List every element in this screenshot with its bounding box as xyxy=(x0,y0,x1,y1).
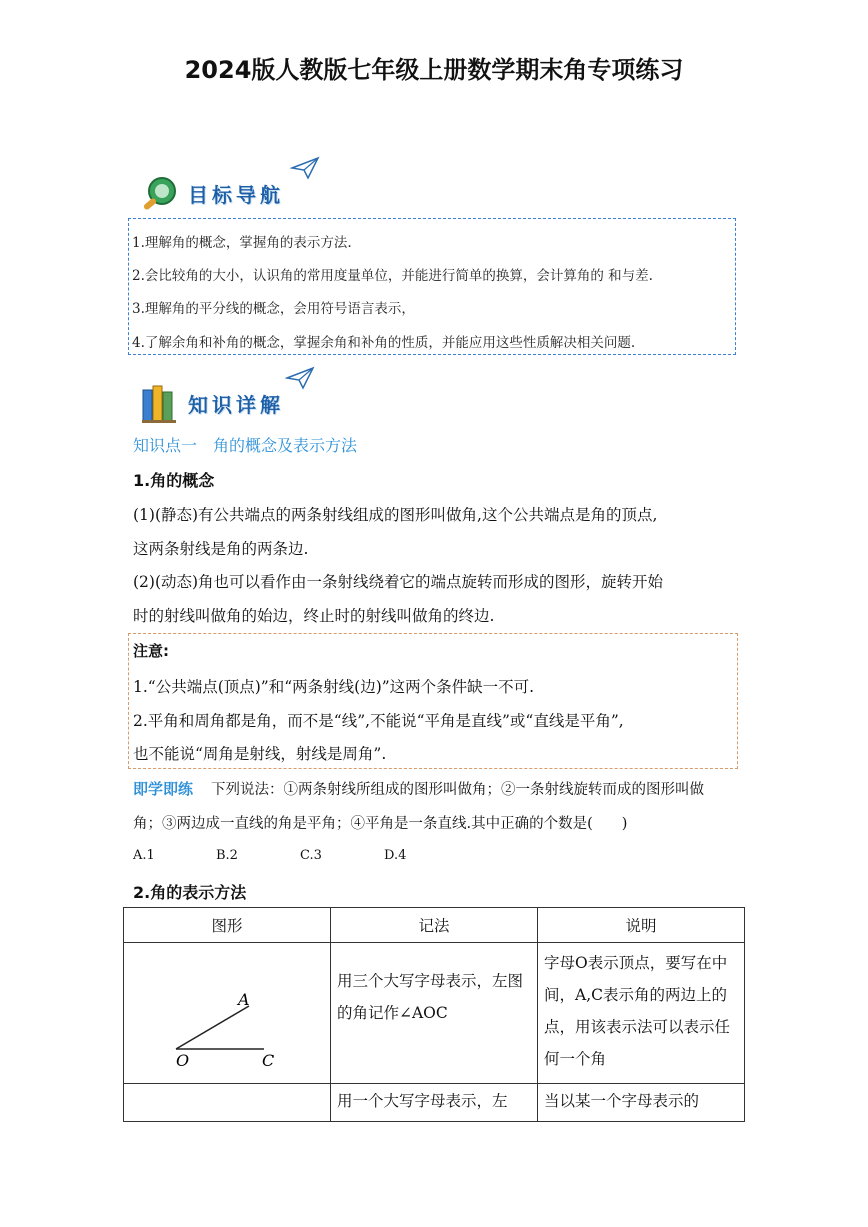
concept-line-1: (1)(静态)有公共端点的两条射线组成的图形叫做角,这个公共端点是角的顶点, xyxy=(133,506,658,524)
concept-heading: 1.角的概念 xyxy=(133,471,215,490)
concept-line-4: 时的射线叫做角的始边，终止时的射线叫做角的终边. xyxy=(133,607,495,625)
label-c: C xyxy=(262,1051,275,1070)
note-title: 注意: xyxy=(133,642,169,660)
document-title: 2024版人教版七年级上册数学期末角专项练习 xyxy=(184,56,684,84)
goal-item-1: 1.理解角的概念，掌握角的表示方法. xyxy=(132,235,352,251)
choice-b[interactable]: B.2 xyxy=(216,848,238,863)
notation-text: 用三个大写字母表示，左图的角记作∠AOC xyxy=(337,972,524,1022)
goals-banner-title: 目标导航 xyxy=(188,182,284,207)
paper-plane-icon xyxy=(285,366,315,390)
figure-cell-2 xyxy=(124,1084,331,1122)
table-header-row xyxy=(124,908,745,943)
notation-table xyxy=(123,907,745,1122)
table-header-notation: 记法 xyxy=(331,908,538,943)
explanation-cell xyxy=(538,943,745,1084)
table-header-explanation: 说明 xyxy=(538,908,745,943)
knowledge-banner-title: 知识详解 xyxy=(188,392,284,417)
choice-c[interactable]: C.3 xyxy=(300,848,322,863)
concept-line-2: 这两条射线是角的两条边. xyxy=(133,540,309,558)
concept-line-3: (2)(动态)角也可以看作由一条射线绕着它的端点旋转而形成的图形，旋转开始 xyxy=(133,573,664,591)
table-row xyxy=(124,1084,745,1122)
practice-label: 即学即练 xyxy=(133,780,194,798)
note-line-3: 也不能说“周角是射线，射线是周角”. xyxy=(133,745,387,763)
magnifier-icon xyxy=(140,173,180,213)
paper-plane-icon xyxy=(290,156,320,180)
notation-cell xyxy=(331,943,538,1084)
notation-text-2: 用一个大写字母表示，左 xyxy=(337,1092,508,1110)
angle-aoc-diagram xyxy=(124,943,330,1083)
notation-heading: 2.角的表示方法 xyxy=(133,883,247,902)
goal-item-4: 4.了解余角和补角的概念，掌握余角和补角的性质，并能应用这些性质解决相关问题. xyxy=(132,335,636,351)
explanation-cell-2 xyxy=(538,1084,745,1122)
knowledge-point-heading: 知识点一 角的概念及表示方法 xyxy=(133,436,358,455)
books-icon xyxy=(140,382,180,424)
notation-cell-2 xyxy=(331,1084,538,1122)
goals-banner xyxy=(140,168,284,218)
label-o: O xyxy=(176,1051,190,1070)
explanation-text: 字母O表示顶点，要写在中间，A,C表示角的两边上的点，用该表示法可以表示任何一个角 xyxy=(544,954,731,1068)
note-line-2: 2.平角和周角都是角，而不是“线”,不能说“平角是直线”或“直线是平角”, xyxy=(133,712,624,730)
practice-line-1 xyxy=(133,778,738,799)
explanation-text-2: 当以某一个字母表示的 xyxy=(544,1092,700,1110)
choice-d[interactable]: D.4 xyxy=(384,848,407,863)
practice-question-2: 角；③两边成一直线的角是平角；④平角是一条直线.其中正确的个数是( ) xyxy=(133,816,628,832)
ray-oa xyxy=(176,1006,249,1049)
goal-item-3: 3.理解角的平分线的概念，会用符号语言表示， xyxy=(132,301,415,317)
table-header-figure: 图形 xyxy=(124,908,331,943)
table-row xyxy=(124,943,745,1084)
goal-item-2: 2.会比较角的大小，认识角的常用度量单位，并能进行简单的换算，会计算角的 和与差. xyxy=(132,268,653,284)
knowledge-banner xyxy=(140,378,284,428)
choice-a[interactable]: A.1 xyxy=(133,848,155,863)
label-a: A xyxy=(238,990,250,1009)
practice-question-1: 下列说法：①两条射线所组成的图形叫做角；②一条射线旋转而成的图形叫做 xyxy=(211,782,705,798)
note-line-1: 1.“公共端点(顶点)”和“两条射线(边)”这两个条件缺一不可. xyxy=(133,678,535,696)
angle-figure-cell xyxy=(124,943,331,1084)
